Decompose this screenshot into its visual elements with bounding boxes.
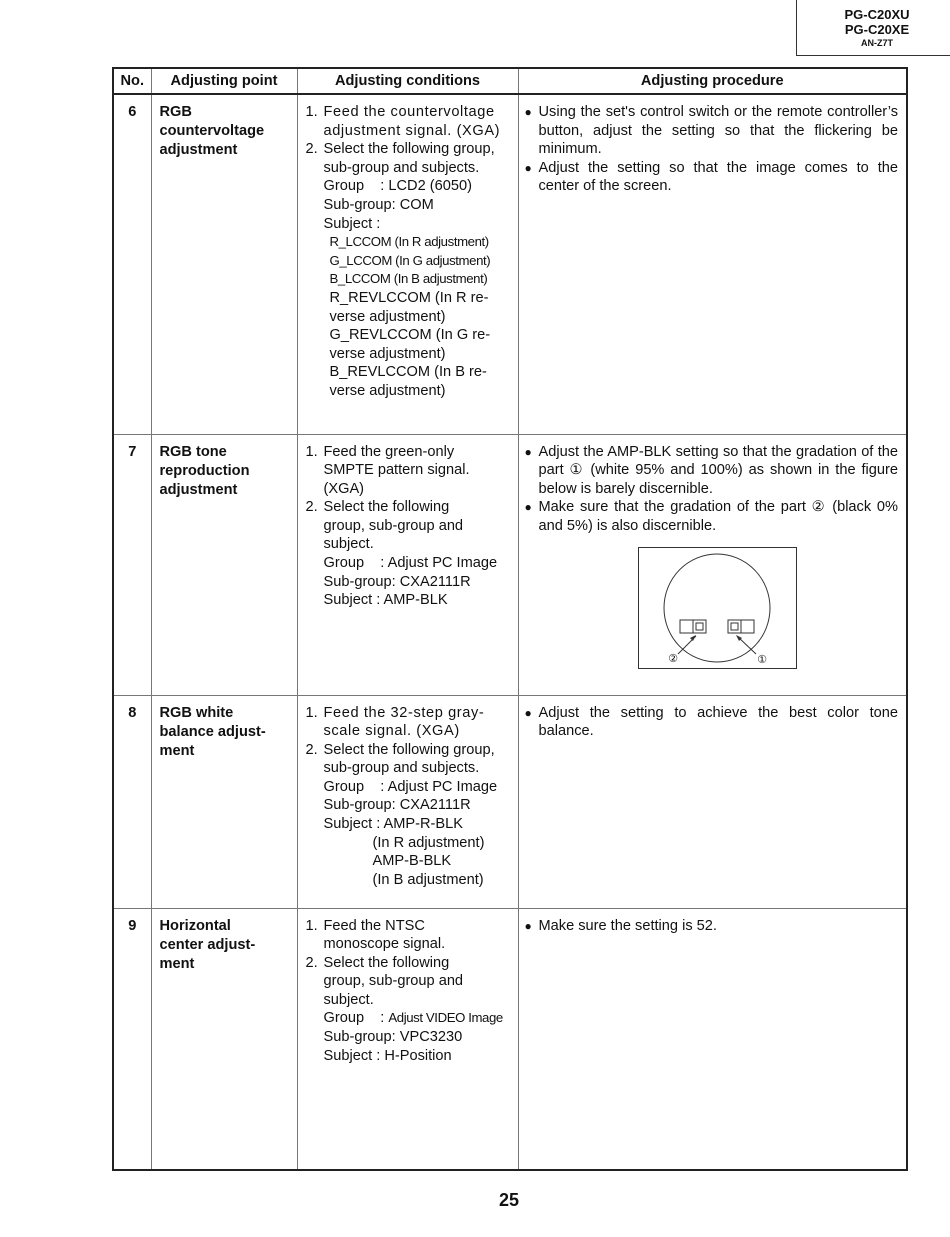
adjusting-procedure: [518, 94, 907, 434]
row-number: 6: [128, 104, 137, 120]
condition-step-1: 1. Feed the 32-step gray- scale signal. (XGA): [305, 704, 485, 740]
procedure-bullet: ● Make sure that the gradation of the part ② (black 0% and 5%) is also discernible.: [524, 499, 898, 534]
condition-line: subject.: [323, 536, 374, 553]
condition-line: sub-group and subjects.: [323, 760, 480, 777]
point-line: ment: [159, 742, 195, 759]
procedure-bullet: ● Adjust the setting to achieve the best color tone balance.: [524, 704, 898, 740]
condition-line: adjustment signal. (XGA): [323, 122, 501, 139]
header-adjusting-point: Adjusting point: [151, 68, 297, 94]
adjusting-procedure: [518, 434, 907, 695]
table-header-row: [113, 68, 907, 94]
label-part-2: ②: [667, 652, 678, 666]
adjusting-point: [151, 94, 297, 434]
condition-step-2: 2. Select the following group, sub-group and subject.: [305, 499, 464, 553]
row-number: 8: [128, 704, 137, 721]
adjusting-conditions: [297, 908, 518, 1170]
subject-value: AMP-B-BLK: [372, 853, 452, 870]
condition-line: sub-group and subjects.: [323, 159, 480, 176]
condition-line: (XGA): [323, 480, 365, 497]
patch-part-2: [680, 620, 706, 633]
subgroup-line: Sub-group: VPC3230: [323, 1029, 463, 1046]
subject-line: Subject : H-Position: [323, 1047, 452, 1064]
header-adjusting-conditions: Adjusting conditions: [297, 68, 518, 94]
point-line: adjustment: [159, 142, 238, 158]
procedure-text: Adjust the AMP-BLK setting so that the gradation of the part ① (white 95% and 100%) as shown in the figure below is barely discernible.: [538, 443, 898, 497]
adjusting-point: [151, 695, 297, 908]
procedure-text: Adjust the setting to achieve the best color tone balance.: [538, 704, 898, 740]
gradation-test-pattern-figure: [638, 547, 798, 670]
adjusting-point: [151, 908, 297, 1170]
subject-value: R_LCCOM (In R adjustment): [329, 234, 489, 250]
procedure-text: Adjust the setting so that the image comes to the center of the screen.: [538, 159, 898, 195]
point-line: RGB white: [159, 704, 234, 721]
condition-line: Feed the NTSC: [323, 917, 425, 934]
point-line: countervoltage: [159, 123, 265, 139]
adjusting-procedure: [518, 908, 907, 1170]
procedure-bullet: ● Adjust the setting so that the image comes to the center of the screen.: [524, 159, 898, 195]
procedure-bullet: ● Using the set's control switch or the remote controller’s button, adjust the setting so that the flickering be minimum.: [524, 104, 898, 158]
adjusting-procedure: [518, 695, 907, 908]
condition-line: Feed the 32-step gray-: [323, 704, 485, 721]
subject-value: verse adjustment): [329, 308, 446, 325]
model-box: [796, 0, 950, 56]
header-no: No.: [113, 68, 151, 94]
procedure-text: Make sure the setting is 52.: [538, 917, 717, 934]
condition-line: scale signal. (XGA): [323, 723, 460, 740]
model-number-1: PG-C20XU: [844, 7, 910, 22]
condition-step-1: 1. Feed the green-only SMPTE pattern signal. (XGA): [305, 443, 470, 497]
procedure-bullet: ● Make sure the setting is 52.: [525, 917, 899, 936]
model-number-2: PG-C20XE: [844, 22, 910, 37]
table-row: [113, 434, 907, 695]
condition-line: monoscope signal.: [323, 936, 446, 953]
subject-line: Subject : AMP-BLK: [323, 592, 448, 609]
subject-value: G_LCCOM (In G adjustment): [329, 252, 491, 268]
subject-value: (In B adjustment): [372, 871, 484, 888]
subject-value: R_REVLCCOM (In R re-: [329, 289, 489, 306]
subject-value: verse adjustment): [329, 382, 446, 399]
group-value: Adjust VIDEO Image: [388, 1010, 503, 1026]
table-row: [113, 94, 907, 434]
condition-step-1: 1. Feed the countervoltage adjustment signal. (XGA): [305, 104, 501, 139]
adjusting-conditions: [297, 695, 518, 908]
subject-value: verse adjustment): [329, 345, 446, 362]
group-line: [306, 1009, 512, 1028]
point-line: Horizontal: [159, 917, 231, 934]
point-line: reproduction: [159, 462, 250, 479]
condition-step-1: 1. Feed the NTSC monoscope signal.: [305, 917, 446, 953]
model-number-3: AN-Z7T: [861, 38, 893, 48]
condition-line: group, sub-group and: [323, 973, 464, 990]
condition-line: Select the following: [323, 954, 450, 971]
point-line: RGB tone: [159, 443, 227, 460]
subgroup-line: Sub-group: CXA2111R: [323, 573, 471, 590]
condition-line: Select the following group,: [323, 741, 495, 758]
condition-line: Select the following: [323, 499, 450, 516]
procedure-text: Make sure that the gradation of the part ② (black 0% and 5%) is also discernible.: [538, 499, 898, 534]
page-number: 25: [498, 1190, 520, 1210]
condition-line: Feed the green-only: [323, 443, 455, 460]
subject-value: B_REVLCCOM (In B re-: [329, 364, 487, 381]
condition-line: group, sub-group and: [323, 517, 464, 534]
procedure-text: Using the set's control switch or the remote controller’s button, adjust the setting so that the flickering be minimum.: [538, 104, 898, 158]
table-row: [113, 908, 907, 1170]
figure-frame: [638, 548, 796, 669]
row-number: 9: [128, 917, 137, 934]
subject-value: G_REVLCCOM (In G re-: [329, 327, 491, 344]
table-row: [113, 695, 907, 908]
subject-value: (In R adjustment): [372, 834, 485, 851]
subgroup-line: Sub-group: COM: [323, 196, 434, 213]
condition-step-2: 2. Select the following group, sub-group and subjects.: [305, 741, 495, 777]
label-part-1: ①: [756, 653, 767, 667]
subject-line: Subject :: [323, 215, 381, 232]
group-line: Group : LCD2 (6050): [323, 178, 472, 195]
adjusting-point: [151, 434, 297, 695]
condition-step-2: 2. Select the following group, sub-group and subject.: [305, 954, 464, 1008]
group-line: Group : Adjust PC Image: [323, 778, 498, 795]
header-adjusting-procedure: Adjusting procedure: [518, 68, 907, 94]
adjusting-conditions: [297, 434, 518, 695]
condition-line: Select the following group,: [323, 141, 495, 158]
condition-line: subject.: [323, 991, 374, 1008]
subject-value: B_LCCOM (In B adjustment): [329, 271, 488, 287]
point-line: ment: [159, 955, 195, 972]
adjustment-table: [112, 67, 908, 1171]
point-line: adjustment: [159, 481, 238, 498]
patch-part-1: [728, 620, 754, 633]
point-line: RGB: [159, 104, 192, 120]
point-line: balance adjust-: [159, 723, 266, 740]
condition-step-2: 2. Select the following group, sub-group and subjects.: [305, 141, 495, 176]
group-line: Group : Adjust PC Image: [323, 555, 498, 572]
point-line: center adjust-: [159, 936, 256, 953]
procedure-bullet: ● Adjust the AMP-BLK setting so that the gradation of the part ① (white 95% and 100%) as shown in the figure below is barely discernible.: [524, 443, 898, 497]
subject-line: Subject : AMP-R-BLK: [323, 816, 464, 833]
row-number: 7: [128, 443, 137, 460]
condition-line: SMPTE pattern signal.: [323, 462, 470, 479]
condition-line: Feed the countervoltage: [323, 104, 495, 120]
subgroup-line: Sub-group: CXA2111R: [323, 797, 471, 814]
adjusting-conditions: [297, 94, 518, 434]
group-prefix: Group :: [323, 1010, 389, 1027]
